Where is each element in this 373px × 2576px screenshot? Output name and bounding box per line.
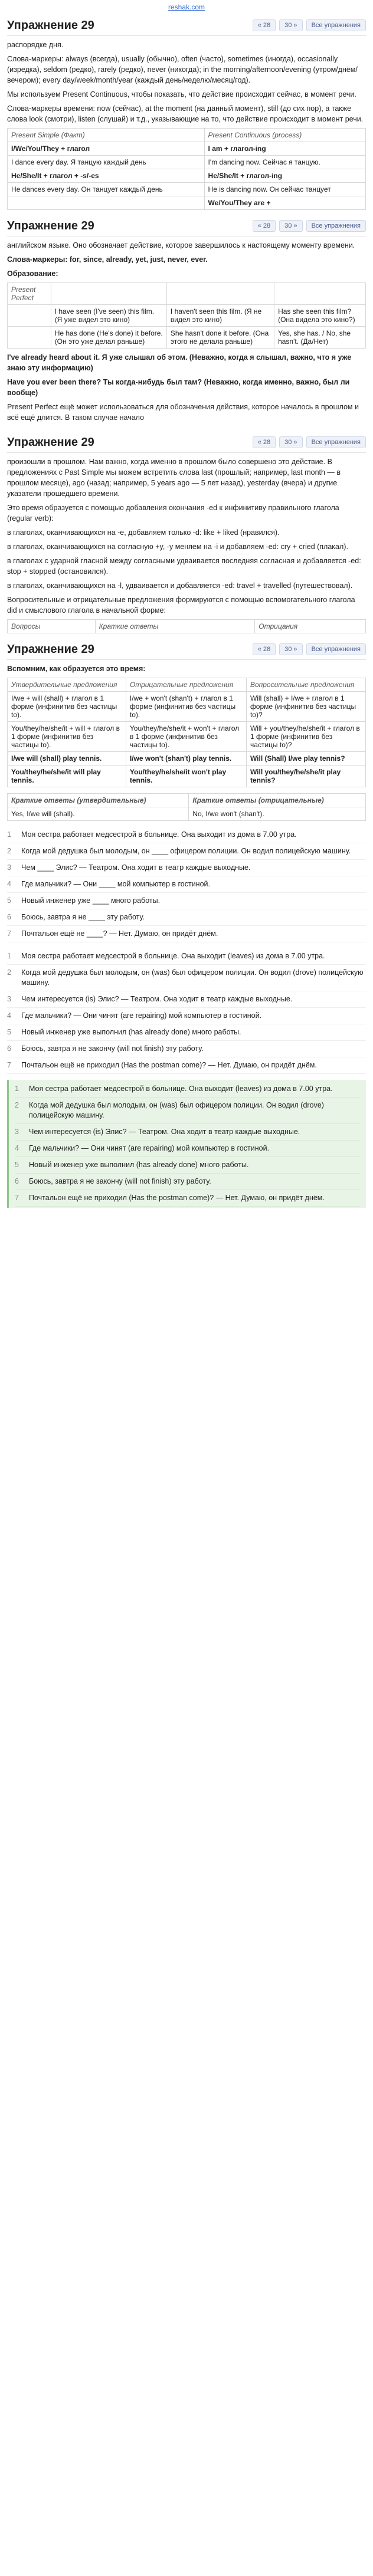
table-cell (8, 196, 205, 210)
item-text: Чем интересуется (is) Элис? — Театром. Она ходит в театр каждые выходные. (29, 1128, 300, 1136)
table-cell: I haven't seen this film. (Я не видел это кино) (166, 305, 274, 327)
table-cell: I/we + won't (shan't) + глагол в 1 форме (инфинитив без частицы to). (126, 692, 246, 722)
next-button[interactable]: 30 » (279, 220, 302, 232)
table-header: Present Simple (Факт) (8, 129, 205, 142)
table-header (274, 283, 366, 305)
item-text: Где мальчики? — Они ____ мой компьютер в гостиной. (21, 880, 210, 888)
table-cell: Will you/they/he/she/it play tennis? (246, 765, 365, 787)
formation-text: Это время образуется с помощью добавления окончания -ed к инфинитиву правильного глагола (regular verb): (7, 504, 339, 523)
table-row (8, 807, 366, 821)
table-row (8, 142, 366, 156)
prev-button[interactable]: « 28 (253, 643, 276, 655)
exercise-nav (253, 220, 366, 232)
table-cell: I am + глагол-ing (204, 142, 365, 156)
item-number: 1 (7, 952, 11, 960)
item-number: 6 (15, 1177, 19, 1185)
top-bar (0, 0, 373, 15)
item-number: 5 (15, 1161, 19, 1169)
item-text: Когда мой дедушка был молодым, он (was) был офицером полиции. Он водил (drove) полицейскую машину. (29, 1101, 324, 1119)
table-row (8, 752, 366, 765)
table-row (8, 765, 366, 787)
table-cell: Has she seen this film? (Она видела это кино?) (274, 305, 366, 327)
list-item (7, 909, 366, 926)
note-text: Present Perfect ещё может использоваться для обозначения действия, которое началось в прошлом и всё ещё длится. В таком случае начало (7, 403, 359, 422)
example-2: Have you ever been there? Ты когда-нибудь был там? (Неважно, когда именно, важно, был ли вообще) (7, 378, 350, 397)
list-item (15, 1190, 360, 1207)
exercise-section-2 (0, 216, 373, 432)
prev-button[interactable]: « 28 (253, 436, 276, 448)
item-text: Моя сестра работает медсестрой в больнице. Она выходит (leaves) из дома в 7.00 утра. (29, 1085, 333, 1093)
exercise-section-3 (0, 432, 373, 639)
table-cell: He/She/It + глагол + -s/-es (8, 169, 205, 183)
exercise-header (7, 432, 366, 453)
item-number: 6 (7, 1044, 11, 1053)
table-cell: He has done (He's done) it before. (Он это уже делал раньше) (51, 327, 166, 349)
exercise-title: Упражнение 29 (7, 642, 94, 656)
all-exercises-button[interactable]: Все упражнения (306, 436, 366, 448)
list-item (15, 1157, 360, 1174)
table-row (8, 196, 366, 210)
list-item (15, 1124, 360, 1141)
list-item (7, 948, 366, 965)
exercise-nav (253, 19, 366, 31)
exercise-title: Упражнение 29 (7, 219, 94, 232)
list-item (7, 843, 366, 860)
exercise-nav (253, 436, 366, 448)
item-text: Почтальон ещё не приходил (Has the postman come)? — Нет. Думаю, он придёт днём. (29, 1194, 325, 1202)
item-text: Моя сестра работает медсестрой в больнице. Она выходит из дома в 7.00 утра. (21, 830, 297, 839)
item-text: Чем интересуется (is) Элис? — Театром. Она ходит в театр каждые выходные. (21, 995, 293, 1003)
item-number: 3 (7, 995, 11, 1003)
list-item (7, 965, 366, 991)
exercise-header (7, 15, 366, 36)
table-cell: I'm dancing now. Сейчас я танцую. (204, 156, 365, 169)
short-answers-table (7, 793, 366, 821)
table-header (166, 283, 274, 305)
example-1: I've already heard about it. Я уже слышал об этом. (Неважно, когда я слышал, важно, что я уже знаю эту информацию) (7, 353, 352, 372)
all-exercises-button[interactable]: Все упражнения (306, 19, 366, 31)
table-header (51, 283, 166, 305)
table-header: Утвердительные предложения (8, 678, 126, 692)
item-text: Боюсь, завтра я не закончу (will not finish) эту работу. (21, 1044, 204, 1053)
table-cell: He dances every day. Он танцует каждый день (8, 183, 205, 196)
next-button[interactable]: 30 » (279, 19, 302, 31)
list-item (7, 991, 366, 1008)
item-number: 7 (7, 929, 11, 938)
table-header: Отрицательные предложения (126, 678, 246, 692)
markers-text: Слова-маркеры: always (всегда), usually (обычно), often (часто), sometimes (иногда), occasionally (изредка), seldom (редко), rarely (редко), never (никогда); in the morning/afternoon/evening (утром/днём/вечером); every day/week/month/year (каждый день/неделю/месяц/год). (7, 55, 358, 84)
rule-item: в глаголах с ударной гласной между согласными удваивается последняя согласная и добавляется -ed: stop + stopped (остановился). (7, 557, 361, 576)
future-simple-table (7, 678, 366, 787)
pc-intro-text: Мы используем Present Continuous, чтобы показать, что действие происходит сейчас, в момент речи. (7, 90, 356, 98)
item-number: 3 (15, 1128, 19, 1136)
next-button[interactable]: 30 » (279, 436, 302, 448)
item-text: Боюсь, завтра я не закончу (will not finish) эту работу. (29, 1177, 211, 1185)
list-item (7, 860, 366, 876)
list-item (15, 1098, 360, 1124)
item-number: 4 (7, 1011, 11, 1020)
item-number: 4 (7, 880, 11, 888)
table-header: Краткие ответы (95, 620, 255, 633)
item-text: Где мальчики? — Они чинят (are repairing) мой компьютер в гостиной. (29, 1144, 270, 1152)
item-number: 5 (7, 1028, 11, 1036)
past-simple-table (7, 619, 366, 633)
table-cell: Will (Shall) I/we play tennis? (246, 752, 365, 765)
exercise-title: Упражнение 29 (7, 18, 94, 32)
table-header: Краткие ответы (отрицательные) (189, 794, 366, 807)
prev-button[interactable]: « 28 (253, 19, 276, 31)
table-header: Краткие ответы (утвердительные) (8, 794, 189, 807)
item-number: 2 (15, 1101, 19, 1109)
table-cell: You/they/he/she/it + won't + глагол в 1 форме (инфинитив без частицы to). (126, 722, 246, 752)
table-cell: I/we won't (shan't) play tennis. (126, 752, 246, 765)
item-text: Боюсь, завтра я не ____ эту работу. (21, 913, 145, 921)
tenses-table (7, 128, 366, 210)
table-row (8, 183, 366, 196)
table-cell (8, 305, 51, 327)
exercise-title: Упражнение 29 (7, 435, 94, 449)
table-header: Present Continuous (process) (204, 129, 365, 142)
list-item (7, 1057, 366, 1074)
table-cell: I/We/You/They + глагол (8, 142, 205, 156)
item-number: 6 (7, 913, 11, 921)
item-number: 7 (7, 1061, 11, 1069)
list-item (7, 827, 366, 843)
table-cell: Yes, she has. / No, she hasn't. (Да/Нет) (274, 327, 366, 349)
table-row (8, 327, 366, 349)
item-number: 2 (7, 968, 11, 977)
item-number: 2 (7, 847, 11, 855)
list-item (7, 876, 366, 893)
table-header: Вопросительные предложения (246, 678, 365, 692)
table-cell (8, 327, 51, 349)
exercise-header (7, 216, 366, 236)
table-cell: You/they/he/she/it will play tennis. (8, 765, 126, 787)
list-item (15, 1141, 360, 1157)
table-header: Present Perfect (8, 283, 51, 305)
present-perfect-table (7, 282, 366, 349)
item-number: 7 (15, 1194, 19, 1202)
table-header: Отрицания (255, 620, 366, 633)
intro-text: английском языке. Оно обозначает действие, которое завершилось к настоящему моменту времени. (7, 241, 355, 249)
list-item (7, 893, 366, 909)
item-number: 3 (7, 863, 11, 872)
item-text: Новый инженер уже ____ много работы. (21, 896, 161, 905)
table-row (8, 169, 366, 183)
item-text: Новый инженер уже выполнил (has already done) много работы. (21, 1028, 241, 1036)
negatives-text: Вопросительные и отрицательные предложения формируются с помощью вспомогательного глагола did и смыслового глагола в начальной форме: (7, 596, 355, 615)
table-cell: I dance every day. Я танцую каждый день (8, 156, 205, 169)
all-exercises-button[interactable]: Все упражнения (306, 220, 366, 232)
markers-text: Слова-маркеры: for, since, already, yet, just, never, ever. (7, 255, 208, 264)
table-cell: I have seen (I've seen) this film. (Я уже видел это кино) (51, 305, 166, 327)
exercise-section-1 (0, 15, 373, 216)
item-text: Когда мой дедушка был молодым, он ____ офицером полиции. Он водил полицейскую машину. (21, 847, 351, 855)
intro-text: произошли в прошлом. Нам важно, когда именно в прошлом было совершено это действие. В предложениях с Past Simple мы можем встретить слова last (прошлый; например, last month — в прошлом месяце), ago (назад; например, 5 years ago — 5 лет назад), yesterday (вчера) и другие указатели прошедшего времени. (7, 458, 341, 498)
table-row (8, 156, 366, 169)
rule-item: в глаголах, оканчивающихся на согласную +y, -y меняем на -i и добавляем -ed: cry + cried (плакал). (7, 543, 348, 551)
intro-text: Вспомним, как образуется это время: (7, 665, 146, 673)
table-row (8, 692, 366, 722)
table-row (8, 305, 366, 327)
table-cell: I/we + will (shall) + глагол в 1 форме (инфинитив без частицы to). (8, 692, 126, 722)
list-item (7, 1024, 366, 1041)
list-item (15, 1081, 360, 1098)
item-text: Почтальон ещё не ____? — Нет. Думаю, он придёт днём. (21, 929, 218, 938)
item-text: Где мальчики? — Они чинят (are repairing) мой компьютер в гостиной. (21, 1011, 262, 1020)
table-cell: He/She/It + глагол-ing (204, 169, 365, 183)
page (0, 0, 373, 1208)
site-logo[interactable]: reshak.com (168, 3, 205, 11)
all-exercises-button[interactable]: Все упражнения (306, 643, 366, 655)
table-header: Вопросы (8, 620, 96, 633)
pc-markers-text: Слова-маркеры времени: now (сейчас), at the moment (на данный момент), still (до сих пор), а также слова look (смотри), listen (слушай) и т.д., указывающие на то, что действие происходит в момент речи. (7, 104, 364, 123)
answer-list (7, 948, 366, 1074)
item-text: Чем ____ Элис? — Театром. Она ходит в театр каждые выходные. (21, 863, 251, 872)
next-button[interactable]: 30 » (279, 643, 302, 655)
exercise-section-4 (0, 639, 373, 1208)
list-item (7, 1041, 366, 1057)
list-item (15, 1174, 360, 1190)
table-cell: He is dancing now. Он сейчас танцует (204, 183, 365, 196)
item-number: 1 (7, 830, 11, 839)
rule-item: в глаголах, оканчивающихся на -e, добавляем только -d: like + liked (нравился). (7, 528, 280, 537)
prev-button[interactable]: « 28 (253, 220, 276, 232)
table-cell: Yes, I/we will (shall). (8, 807, 189, 821)
task-list (7, 827, 366, 942)
item-text: Новый инженер уже выполнил (has already done) много работы. (29, 1161, 249, 1169)
table-cell: Will (shall) + I/we + глагол в 1 форме (инфинитив без частицы to)? (246, 692, 365, 722)
rule-item: в глаголах, оканчивающихся на -l, удваивается и добавляется -ed: travel + travelled (путешествовал). (7, 581, 353, 590)
item-text: Когда мой дедушка был молодым, он (was) был офицером полиции. Он водил (drove) полицейскую машину. (21, 968, 364, 987)
table-cell: Will + you/they/he/she/it + глагол в 1 форме (инфинитив без частицы to)? (246, 722, 365, 752)
list-item (7, 926, 366, 942)
item-text: Почтальон ещё не приходил (Has the postman come)? — Нет. Думаю, он придёт днём. (21, 1061, 317, 1069)
list-item (7, 1008, 366, 1024)
item-text: Моя сестра работает медсестрой в больнице. Она выходит (leaves) из дома в 7.00 утра. (21, 952, 325, 960)
exercise-nav (253, 643, 366, 655)
intro-text: распорядке дня. (7, 41, 64, 49)
formation-label: Образование: (7, 270, 58, 278)
table-cell: You/they/he/she/it + will + глагол в 1 форме (инфинитив без частицы to). (8, 722, 126, 752)
item-number: 1 (15, 1085, 19, 1093)
item-number: 4 (15, 1144, 19, 1152)
answer-block (7, 1080, 366, 1208)
table-cell: I/we will (shall) play tennis. (8, 752, 126, 765)
table-cell: You/they/he/she/it won't play tennis. (126, 765, 246, 787)
item-number: 5 (7, 896, 11, 905)
table-cell: No, I/we won't (shan't). (189, 807, 366, 821)
table-cell: She hasn't done it before. (Она этого не делала раньше) (166, 327, 274, 349)
table-row (8, 722, 366, 752)
exercise-header (7, 639, 366, 660)
table-cell: We/You/They are + (204, 196, 365, 210)
